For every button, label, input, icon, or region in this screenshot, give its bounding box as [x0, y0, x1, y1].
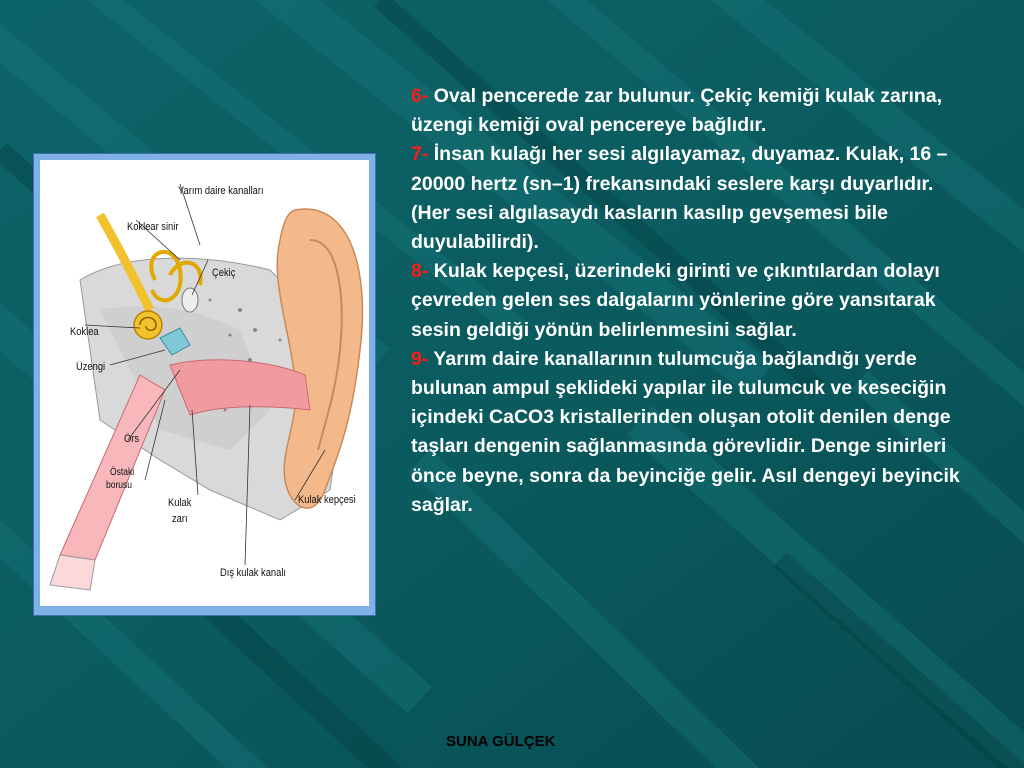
ear-anatomy-figure	[40, 160, 369, 606]
label-cekic: Çekiç	[212, 267, 236, 279]
label-uzengi: Üzengi	[76, 361, 106, 373]
item-text: Yarım daire kanallarının tulumcuğa bağlandığı yerde bulunan ampul şeklideki yapılar ile tulumcuk ve keseciğin içindeki CaCO3 kristallerinden oluşan otolit denilen denge taşları dengenin sağlanmasında görevlidir. Denge sinirleri önce beyne, sonra da beyinciğe gelir. Asıl dengeyi beyincik sağlar.	[411, 347, 960, 516]
label-koklea: Koklea	[70, 326, 99, 338]
label-kulak-kepcesi: Kulak kepçesi	[298, 494, 356, 506]
label-yarim-daire-kanallari: Yarım daire kanalları	[178, 185, 264, 197]
item-number: 8-	[411, 260, 429, 283]
item-text: Oval pencerede zar bulunur. Çekiç kemiği kulak zarına, üzengi kemiği oval pencereye bağlıdır.	[411, 85, 943, 137]
item-number: 9-	[411, 347, 429, 370]
item-number: 7-	[411, 143, 429, 166]
label-kulak-zari-line2: zarı	[172, 513, 188, 525]
label-koklear-sinir: Koklear sinir	[127, 221, 179, 233]
item-6	[411, 82, 971, 140]
author-name: SUNA GÜLÇEK	[446, 733, 556, 750]
ear-diagram-illustration	[40, 160, 369, 606]
ear-anatomy-figure-frame	[33, 153, 376, 616]
label-ostaki-line1: Östaki	[110, 467, 135, 478]
label-dis-kulak-kanali: Dış kulak kanalı	[220, 567, 287, 579]
label-ors: Örs	[124, 433, 140, 445]
item-9	[411, 345, 971, 520]
item-text: Kulak kepçesi, üzerindeki girinti ve çıkıntılardan dolayı çevreden gelen ses dalgalarını yönlerine göre yansıtarak sesin geldiği yönün belirlenmesini sağlar.	[411, 260, 940, 341]
item-7	[411, 140, 971, 257]
label-kulak-zari-line1: Kulak	[168, 497, 192, 509]
item-number: 6-	[411, 85, 429, 107]
item-8	[411, 257, 971, 345]
item-text: İnsan kulağı her sesi algılayamaz, duyamaz. Kulak, 16 – 20000 hertz (sn–1) frekansındaki seslere karşı duyarlıdır. (Her sesi algılasaydı kasların kasılıp gevşemesi bile duyulabilirdi).	[411, 143, 948, 254]
label-ostaki-line2: borusu	[106, 480, 132, 491]
slide-text-block	[411, 82, 971, 520]
